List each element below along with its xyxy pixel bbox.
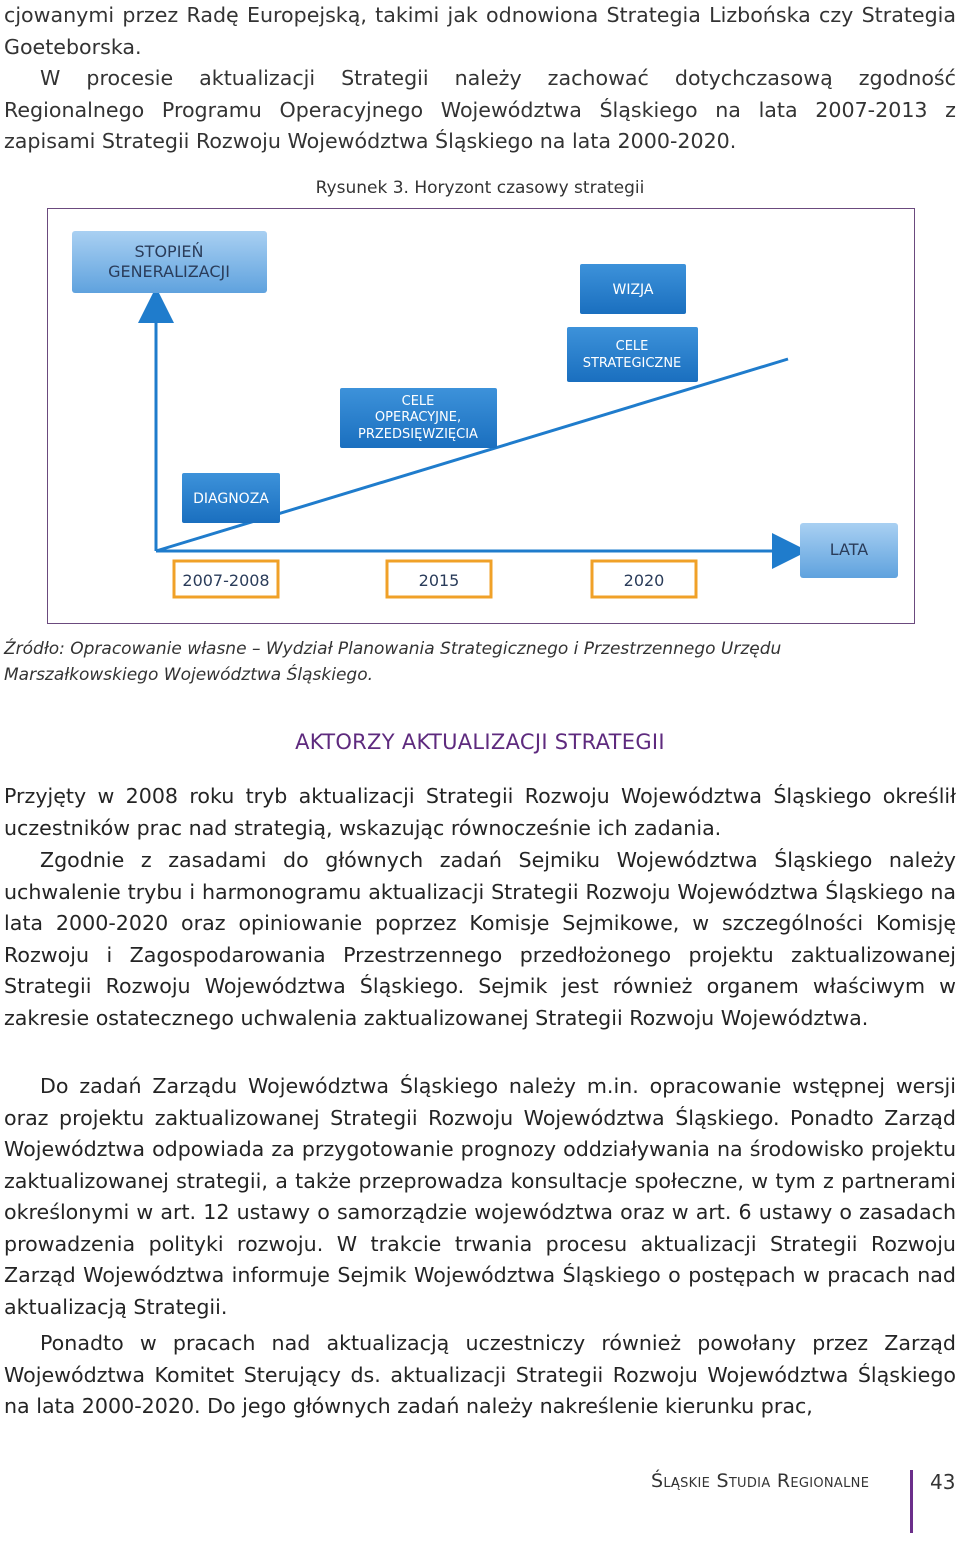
footer-journal-title: Śląskie Studia Regionalne <box>651 1470 870 1492</box>
box-diagnoza-label: DIAGNOZA <box>193 491 269 507</box>
y-axis-label-line2: GENERALIZACJI <box>108 262 230 281</box>
year-label-1: 2007-2008 <box>182 571 270 590</box>
figure-source: Źródło: Opracowanie własne – Wydział Planowania Strategicznego i Przestrzennego Urzędu Marszałkowskiego Województwa Śląskiego. <box>4 639 782 685</box>
box-cele-str-line1: CELE <box>615 339 649 354</box>
intro-text: cjowanymi przez Radę Europejską, takimi jak odnowiona Strategia Lizbońska czy Strategia Goeteborska. <box>4 3 956 59</box>
box-cele-strategiczne <box>567 327 698 382</box>
paragraph-1: Przyjęty w 2008 roku tryb aktualizacji Strategii Rozwoju Województwa Śląskiego określił uczestników prac nad strategią, wskazując równocześnie ich zadania. <box>4 784 956 840</box>
box-cele-op-line3: PRZEDSIĘWZIĘCIA <box>358 427 478 442</box>
footer-divider <box>910 1470 913 1533</box>
page-number: 43 <box>930 1470 956 1494</box>
paragraph-3: Do zadań Zarządu Województwa Śląskiego należy m.in. opracowanie wstępnej wersji oraz projektu zaktualizowanej Strategii Rozwoju Województwa Śląskiego. Ponadto Zarząd Województwa odpowiada za przygotowanie prognozy oddziaływania na środowisko projektu zaktualizowanej strategii, a także przeprowadza konsultacje społeczne, w tym z partnerami określonymi w art. 12 ustawy o samorządzie województwa oraz w art. 6 ustawy o zasadach prowadzenia polityki rozwoju. W trakcie trwania procesu aktualizacji Strategii Rozwoju Zarząd Województwa informuje Sejmik Województwa Śląskiego o postępach w pracach nad aktualizacją Strategii. <box>4 1074 956 1319</box>
year-label-2: 2015 <box>418 571 460 590</box>
box-cele-op-line2: OPERACYJNE, <box>374 410 462 425</box>
box-cele-op-line1: CELE <box>401 394 435 409</box>
box-wizja-label: WIZJA <box>612 282 654 298</box>
x-axis-label: LATA <box>829 540 869 559</box>
y-axis-label-line1: STOPIEŃ <box>134 242 204 261</box>
year-label-3: 2020 <box>623 571 665 590</box>
paragraph-4: Ponadto w pracach nad aktualizacją uczestniczy również powołany przez Zarząd Województwa Komitet Sterujący ds. aktualizacji Strategii Rozwoju Województwa Śląskiego na lata 2000-2020. Do jego głównych zadań należy nakreślenie kierunku prac, <box>4 1331 956 1418</box>
intro-text-2: W procesie aktualizacji Strategii należy zachować dotychczasową zgodność Regionalnego Programu Operacyjnego Województwa Śląskiego na lata 2007-2013 z zapisami Strategii Rozwoju Województwa Śląskiego na lata 2000-2020. <box>4 66 956 153</box>
paragraph-2: Zgodnie z zasadami do głównych zadań Sejmiku Województwa Śląskiego należy uchwalenie trybu i harmonogramu aktualizacji Strategii Rozwoju Województwa Śląskiego na lata 2000-2020 oraz opiniowanie poprzez Komisje Sejmikowe, w szczególności Komisję Rozwoju i Zagospodarowania Przestrzennego przedłożonego projektu zaktualizowanej Strategii Rozwoju Województwa Śląskiego. Sejmik jest również organem właściwym w zakresie ostatecznego uchwalenia zaktualizowanej Strategii Rozwoju Województwa. <box>4 848 956 1030</box>
section-heading: AKTORZY AKTUALIZACJI STRATEGII <box>295 730 665 754</box>
intro-paragraph <box>4 0 956 158</box>
timeline-diagram <box>48 209 914 623</box>
box-cele-str-line2: STRATEGICZNE <box>582 356 682 371</box>
figure-caption: Rysunek 3. Horyzont czasowy strategii <box>315 178 645 198</box>
figure-frame <box>47 208 915 624</box>
